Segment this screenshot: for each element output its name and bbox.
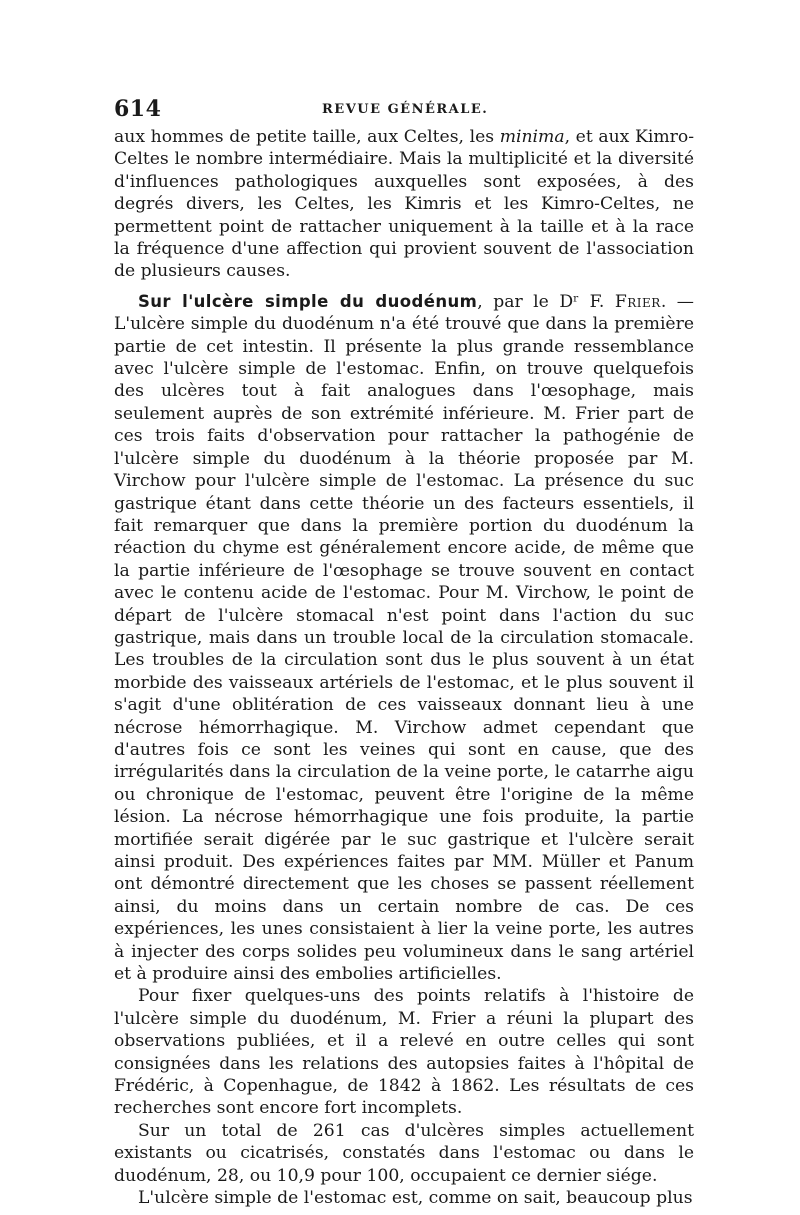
p1-italic-term: minima (499, 127, 565, 147)
running-head: REVUE GÉNÉRALE. (322, 102, 489, 117)
page-header (114, 96, 694, 124)
p1-text-start: aux hommes de petite taille, aux Celtes, les (114, 127, 500, 147)
paragraph-3: Pour fixer quelques-uns des points relatifs à l'histoire de l'ulcère simple du duodénum, M. Frier a réuni la plupart des observations publiées, et il a relevé en outre celles qui sont consignées dans les relations des autopsies faites à l'hôpital de Frédéric, à Copenhague, de 1842 à 1862. Les résultats de ces recherches sont encore fort incomplets. (114, 986, 694, 1119)
section-author: Frier (614, 291, 661, 312)
page-number: 614 (114, 96, 162, 122)
section-title: Sur l'ulcère simple du duodénum (138, 291, 478, 311)
section-paragraph (114, 291, 694, 986)
section-body: . — L'ulcère simple du duodénum n'a été trouvé que dans la première partie de cet intestin. Il présente la plus grande ressemblance avec l'ulcère simple de l'estomac. Enfin, on trouve quelquefois des ulcères tout à fait analogues dans l'œsophage, mais seulement auprès de son extrémité inférieure. M. Frier part de ces trois faits d'observation pour rattacher la pathogénie de l'ulcère simple du duodénum à la théorie proposée par M. Virchow pour l'ulcère simple de l'estomac. La présence du suc gastrique étant dans cette théorie un des facteurs essentiels, il fait remarquer que dans la première portion du duodénum la réaction du chyme est généralement encore acide, de même que la partie inférieure de l'œsophage se trouve souvent en contact avec le contenu acide de l'estomac. Pour M. Virchow, le point de départ de l'ulcère stomacal n'est point dans l'action du suc gastrique, mais dans un trouble local de la circulation stomacale. Les troubles de la circulation sont dus le plus souvent à un état morbide des vaisseaux artériels de l'estomac, et le plus souvent il s'agit d'une oblitération de ces vaisseaux donnant lieu à une nécrose hémorrhagique. M. Virchow admet cependant que d'autres fois ce sont les veines qui sont en cause, que des irrégularités dans la circulation de la veine porte, le catarrhe aigu ou chronique de l'estomac, peuvent être l'origine de la même lésion. La nécrose hémorrhagique une fois produite, la partie mortifiée serait digérée par le suc gastrique et l'ulcère serait ainsi produit. Des expériences faites par MM. Müller et Panum ont démontré directement que les choses se passent réellement ainsi, du moins dans un certain nombre de cas. De ces expériences, les unes consistaient à lier la veine porte, les autres à injecter des corps solides peu volumineux dans le sang artériel et à produire ainsi des embolies artificielles. (114, 291, 694, 985)
paragraph-4: Sur un total de 261 cas d'ulcères simples actuellement existants ou cicatrisés, constatés dans l'estomac ou dans le duodénum, 28, ou 10,9 pour 100, occupaient ce dernier siége. (114, 1120, 694, 1186)
paragraph-continuation (114, 126, 694, 283)
paragraph-5: L'ulcère simple de l'estomac est, comme on sait, beaucoup plus (138, 1188, 693, 1209)
text-body (114, 126, 694, 1210)
p1-text-end: , et aux Kimro-Celtes le nombre intermédiaire. Mais la multiplicité et la diversité d'influences pathologiques auxquelles sont exposées, à des degrés divers, les Celtes, les Kimris et les Kimro-Celtes, ne permettent point de rattacher uniquement à la taille et à la race la fréquence d'une affection qui provient souvent de l'association de plusieurs causes. (114, 127, 694, 282)
section-byline: , par le Dʳ F. (477, 291, 615, 312)
